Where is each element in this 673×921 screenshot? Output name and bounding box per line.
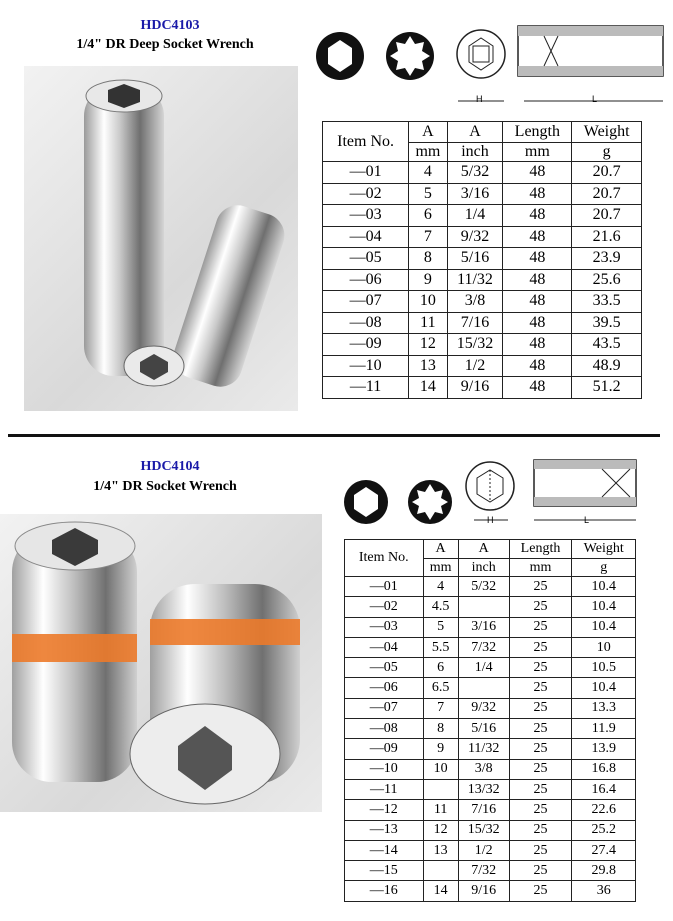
product-code: HDC4104 bbox=[140, 459, 200, 474]
cell-a-mm: 8 bbox=[423, 719, 458, 739]
cell-weight: 48.9 bbox=[572, 355, 642, 377]
unit-inch: inch bbox=[447, 143, 503, 162]
cell-a-inch: 9/32 bbox=[458, 698, 509, 718]
socket-top-view-icon bbox=[457, 30, 505, 78]
cell-a-mm: 5 bbox=[409, 183, 448, 205]
table-row bbox=[323, 226, 642, 248]
dimension-l-label: L bbox=[584, 515, 590, 525]
cell-a-inch: 7/16 bbox=[458, 800, 509, 820]
cell-weight: 13.9 bbox=[572, 739, 636, 759]
cell-a-mm: 7 bbox=[423, 698, 458, 718]
cell-item-no: —05 bbox=[323, 248, 409, 270]
spec-table-hdc4103 bbox=[322, 121, 642, 399]
cell-a-mm: 4.5 bbox=[423, 597, 458, 617]
cell-a-mm: 10 bbox=[423, 759, 458, 779]
cell-length: 25 bbox=[509, 840, 572, 860]
header-length: Length bbox=[503, 122, 572, 143]
table-row bbox=[323, 291, 642, 313]
table-row bbox=[345, 658, 636, 678]
header-weight: Weight bbox=[572, 540, 636, 559]
cell-weight: 20.7 bbox=[572, 205, 642, 227]
cell-item-no: —06 bbox=[323, 269, 409, 291]
cell-item-no: —11 bbox=[323, 377, 409, 399]
cell-a-mm: 13 bbox=[409, 355, 448, 377]
cell-item-no: —09 bbox=[345, 739, 424, 759]
cell-item-no: —09 bbox=[323, 334, 409, 356]
cell-weight: 23.9 bbox=[572, 248, 642, 270]
cell-item-no: —01 bbox=[345, 577, 424, 597]
socket-photo bbox=[0, 514, 322, 812]
header-length: Length bbox=[509, 540, 572, 559]
table-row bbox=[345, 719, 636, 739]
cell-a-inch: 11/32 bbox=[447, 269, 503, 291]
cell-a-mm: 5.5 bbox=[423, 637, 458, 657]
cell-length: 48 bbox=[503, 312, 572, 334]
table-row bbox=[345, 617, 636, 637]
unit-weight: g bbox=[572, 559, 636, 577]
cell-weight: 25.6 bbox=[572, 269, 642, 291]
table-row bbox=[345, 678, 636, 698]
cell-item-no: —14 bbox=[345, 840, 424, 860]
cell-item-no: —10 bbox=[345, 759, 424, 779]
cell-a-inch: 5/32 bbox=[447, 162, 503, 184]
cell-a-inch: 7/16 bbox=[447, 312, 503, 334]
cell-length: 25 bbox=[509, 779, 572, 799]
cell-a-inch: 3/8 bbox=[458, 759, 509, 779]
cell-length: 25 bbox=[509, 820, 572, 840]
cell-length: 25 bbox=[509, 658, 572, 678]
cell-length: 48 bbox=[503, 334, 572, 356]
cell-item-no: —01 bbox=[323, 162, 409, 184]
cell-length: 25 bbox=[509, 637, 572, 657]
unit-mm: mm bbox=[409, 143, 448, 162]
cell-a-inch bbox=[458, 678, 509, 698]
cell-length: 25 bbox=[509, 800, 572, 820]
cell-item-no: —02 bbox=[345, 597, 424, 617]
hex-end-icon bbox=[344, 480, 388, 524]
table-row bbox=[345, 739, 636, 759]
cell-a-inch: 9/16 bbox=[447, 377, 503, 399]
twelve-point-end-icon bbox=[386, 32, 434, 80]
cell-a-mm: 9 bbox=[409, 269, 448, 291]
header-a-mm: A bbox=[423, 540, 458, 559]
cell-a-mm: 9 bbox=[423, 739, 458, 759]
table-row bbox=[345, 820, 636, 840]
cell-a-inch: 3/16 bbox=[458, 617, 509, 637]
cell-weight: 10 bbox=[572, 637, 636, 657]
cell-weight: 43.5 bbox=[572, 334, 642, 356]
table-row bbox=[345, 861, 636, 881]
cell-weight: 20.7 bbox=[572, 162, 642, 184]
cell-weight: 29.8 bbox=[572, 861, 636, 881]
table-row bbox=[323, 355, 642, 377]
dimension-h-label: H bbox=[487, 515, 494, 525]
socket-top-view-icon bbox=[466, 462, 514, 510]
cell-a-mm: 6 bbox=[409, 205, 448, 227]
cell-item-no: —07 bbox=[323, 291, 409, 313]
cell-length: 48 bbox=[503, 269, 572, 291]
cell-weight: 11.9 bbox=[572, 719, 636, 739]
cell-a-inch: 3/16 bbox=[447, 183, 503, 205]
unit-weight: g bbox=[572, 143, 642, 162]
unit-length: mm bbox=[503, 143, 572, 162]
header-a-inch: A bbox=[458, 540, 509, 559]
cell-item-no: —16 bbox=[345, 881, 424, 901]
cell-a-inch: 5/16 bbox=[458, 719, 509, 739]
table-row bbox=[323, 312, 642, 334]
header-item-no: Item No. bbox=[323, 122, 409, 162]
product-title: 1/4" DR Socket Wrench bbox=[93, 479, 237, 494]
cell-length: 25 bbox=[509, 739, 572, 759]
table-row bbox=[323, 377, 642, 399]
cell-a-inch: 9/16 bbox=[458, 881, 509, 901]
cell-a-mm bbox=[423, 779, 458, 799]
cell-length: 25 bbox=[509, 597, 572, 617]
cell-length: 25 bbox=[509, 678, 572, 698]
product-code: HDC4103 bbox=[140, 18, 200, 33]
cell-a-mm: 6 bbox=[423, 658, 458, 678]
cell-a-mm: 10 bbox=[409, 291, 448, 313]
table-row bbox=[323, 205, 642, 227]
cell-a-inch: 5/16 bbox=[447, 248, 503, 270]
table-row bbox=[345, 759, 636, 779]
cell-item-no: —03 bbox=[323, 205, 409, 227]
cell-a-mm: 14 bbox=[409, 377, 448, 399]
cell-length: 48 bbox=[503, 377, 572, 399]
cell-a-mm: 13 bbox=[423, 840, 458, 860]
dimension-l-label: L bbox=[592, 94, 598, 104]
cell-length: 25 bbox=[509, 881, 572, 901]
cell-a-mm: 11 bbox=[409, 312, 448, 334]
cell-weight: 27.4 bbox=[572, 840, 636, 860]
cell-weight: 10.4 bbox=[572, 617, 636, 637]
cell-a-inch: 3/8 bbox=[447, 291, 503, 313]
cell-weight: 10.5 bbox=[572, 658, 636, 678]
cell-weight: 20.7 bbox=[572, 183, 642, 205]
cell-length: 25 bbox=[509, 577, 572, 597]
cell-item-no: —02 bbox=[323, 183, 409, 205]
section-divider bbox=[8, 434, 660, 437]
cell-a-inch: 5/32 bbox=[458, 577, 509, 597]
table-row bbox=[323, 248, 642, 270]
cell-item-no: —08 bbox=[345, 719, 424, 739]
cell-weight: 39.5 bbox=[572, 312, 642, 334]
cell-length: 25 bbox=[509, 861, 572, 881]
table-row bbox=[345, 779, 636, 799]
table-row bbox=[345, 637, 636, 657]
header-a-mm: A bbox=[409, 122, 448, 143]
cell-item-no: —04 bbox=[345, 637, 424, 657]
unit-mm: mm bbox=[423, 559, 458, 577]
cell-a-inch bbox=[458, 597, 509, 617]
table-row bbox=[345, 698, 636, 718]
cell-item-no: —11 bbox=[345, 779, 424, 799]
cell-a-mm: 4 bbox=[409, 162, 448, 184]
table-row bbox=[345, 597, 636, 617]
cell-a-inch: 13/32 bbox=[458, 779, 509, 799]
cell-weight: 10.4 bbox=[572, 597, 636, 617]
cell-a-inch: 1/4 bbox=[447, 205, 503, 227]
cell-a-inch: 9/32 bbox=[447, 226, 503, 248]
cell-a-mm: 11 bbox=[423, 800, 458, 820]
cell-a-mm: 14 bbox=[423, 881, 458, 901]
cell-item-no: —10 bbox=[323, 355, 409, 377]
table-row bbox=[345, 881, 636, 901]
table-row bbox=[323, 334, 642, 356]
cell-item-no: —15 bbox=[345, 861, 424, 881]
cell-a-mm: 4 bbox=[423, 577, 458, 597]
cell-a-mm: 8 bbox=[409, 248, 448, 270]
cell-weight: 16.8 bbox=[572, 759, 636, 779]
cell-item-no: —03 bbox=[345, 617, 424, 637]
cell-item-no: —13 bbox=[345, 820, 424, 840]
table-row bbox=[323, 162, 642, 184]
cell-item-no: —07 bbox=[345, 698, 424, 718]
header-a-inch: A bbox=[447, 122, 503, 143]
table-row bbox=[345, 577, 636, 597]
cell-length: 25 bbox=[509, 759, 572, 779]
cell-a-inch: 1/2 bbox=[458, 840, 509, 860]
deep-socket-photo bbox=[24, 66, 298, 411]
cell-a-mm bbox=[423, 861, 458, 881]
cell-length: 48 bbox=[503, 291, 572, 313]
cell-a-inch: 15/32 bbox=[447, 334, 503, 356]
cell-item-no: —08 bbox=[323, 312, 409, 334]
cell-weight: 21.6 bbox=[572, 226, 642, 248]
cell-weight: 33.5 bbox=[572, 291, 642, 313]
header-item-no: Item No. bbox=[345, 540, 424, 577]
cell-item-no: —04 bbox=[323, 226, 409, 248]
cell-weight: 22.6 bbox=[572, 800, 636, 820]
cell-a-mm: 6.5 bbox=[423, 678, 458, 698]
cell-weight: 10.4 bbox=[572, 678, 636, 698]
spec-table-hdc4104 bbox=[344, 539, 636, 902]
cell-weight: 10.4 bbox=[572, 577, 636, 597]
cell-a-inch: 7/32 bbox=[458, 861, 509, 881]
twelve-point-end-icon bbox=[408, 480, 452, 524]
cell-a-inch: 11/32 bbox=[458, 739, 509, 759]
cell-a-mm: 12 bbox=[423, 820, 458, 840]
header-weight: Weight bbox=[572, 122, 642, 143]
cell-length: 48 bbox=[503, 205, 572, 227]
cell-length: 25 bbox=[509, 698, 572, 718]
table-row bbox=[323, 269, 642, 291]
table-row bbox=[345, 840, 636, 860]
cell-weight: 36 bbox=[572, 881, 636, 901]
cell-weight: 51.2 bbox=[572, 377, 642, 399]
socket-section-icon bbox=[534, 460, 636, 506]
cell-a-mm: 5 bbox=[423, 617, 458, 637]
table-row bbox=[323, 183, 642, 205]
cell-weight: 25.2 bbox=[572, 820, 636, 840]
cell-length: 48 bbox=[503, 248, 572, 270]
cell-item-no: —12 bbox=[345, 800, 424, 820]
cell-item-no: —05 bbox=[345, 658, 424, 678]
cell-weight: 16.4 bbox=[572, 779, 636, 799]
dimension-h-label: H bbox=[476, 94, 483, 104]
cell-a-mm: 12 bbox=[409, 334, 448, 356]
hex-end-icon bbox=[316, 32, 364, 80]
cell-item-no: —06 bbox=[345, 678, 424, 698]
unit-inch: inch bbox=[458, 559, 509, 577]
cell-length: 48 bbox=[503, 183, 572, 205]
cell-length: 48 bbox=[503, 162, 572, 184]
cell-length: 48 bbox=[503, 355, 572, 377]
cell-weight: 13.3 bbox=[572, 698, 636, 718]
cell-a-inch: 7/32 bbox=[458, 637, 509, 657]
cell-length: 25 bbox=[509, 617, 572, 637]
cell-length: 25 bbox=[509, 719, 572, 739]
cell-a-mm: 7 bbox=[409, 226, 448, 248]
table-row bbox=[345, 800, 636, 820]
cell-a-inch: 15/32 bbox=[458, 820, 509, 840]
cell-a-inch: 1/2 bbox=[447, 355, 503, 377]
unit-length: mm bbox=[509, 559, 572, 577]
cell-a-inch: 1/4 bbox=[458, 658, 509, 678]
socket-end-diagrams bbox=[306, 4, 668, 116]
product-title: 1/4" DR Deep Socket Wrench bbox=[76, 37, 254, 52]
socket-section-icon bbox=[518, 26, 663, 76]
cell-length: 48 bbox=[503, 226, 572, 248]
